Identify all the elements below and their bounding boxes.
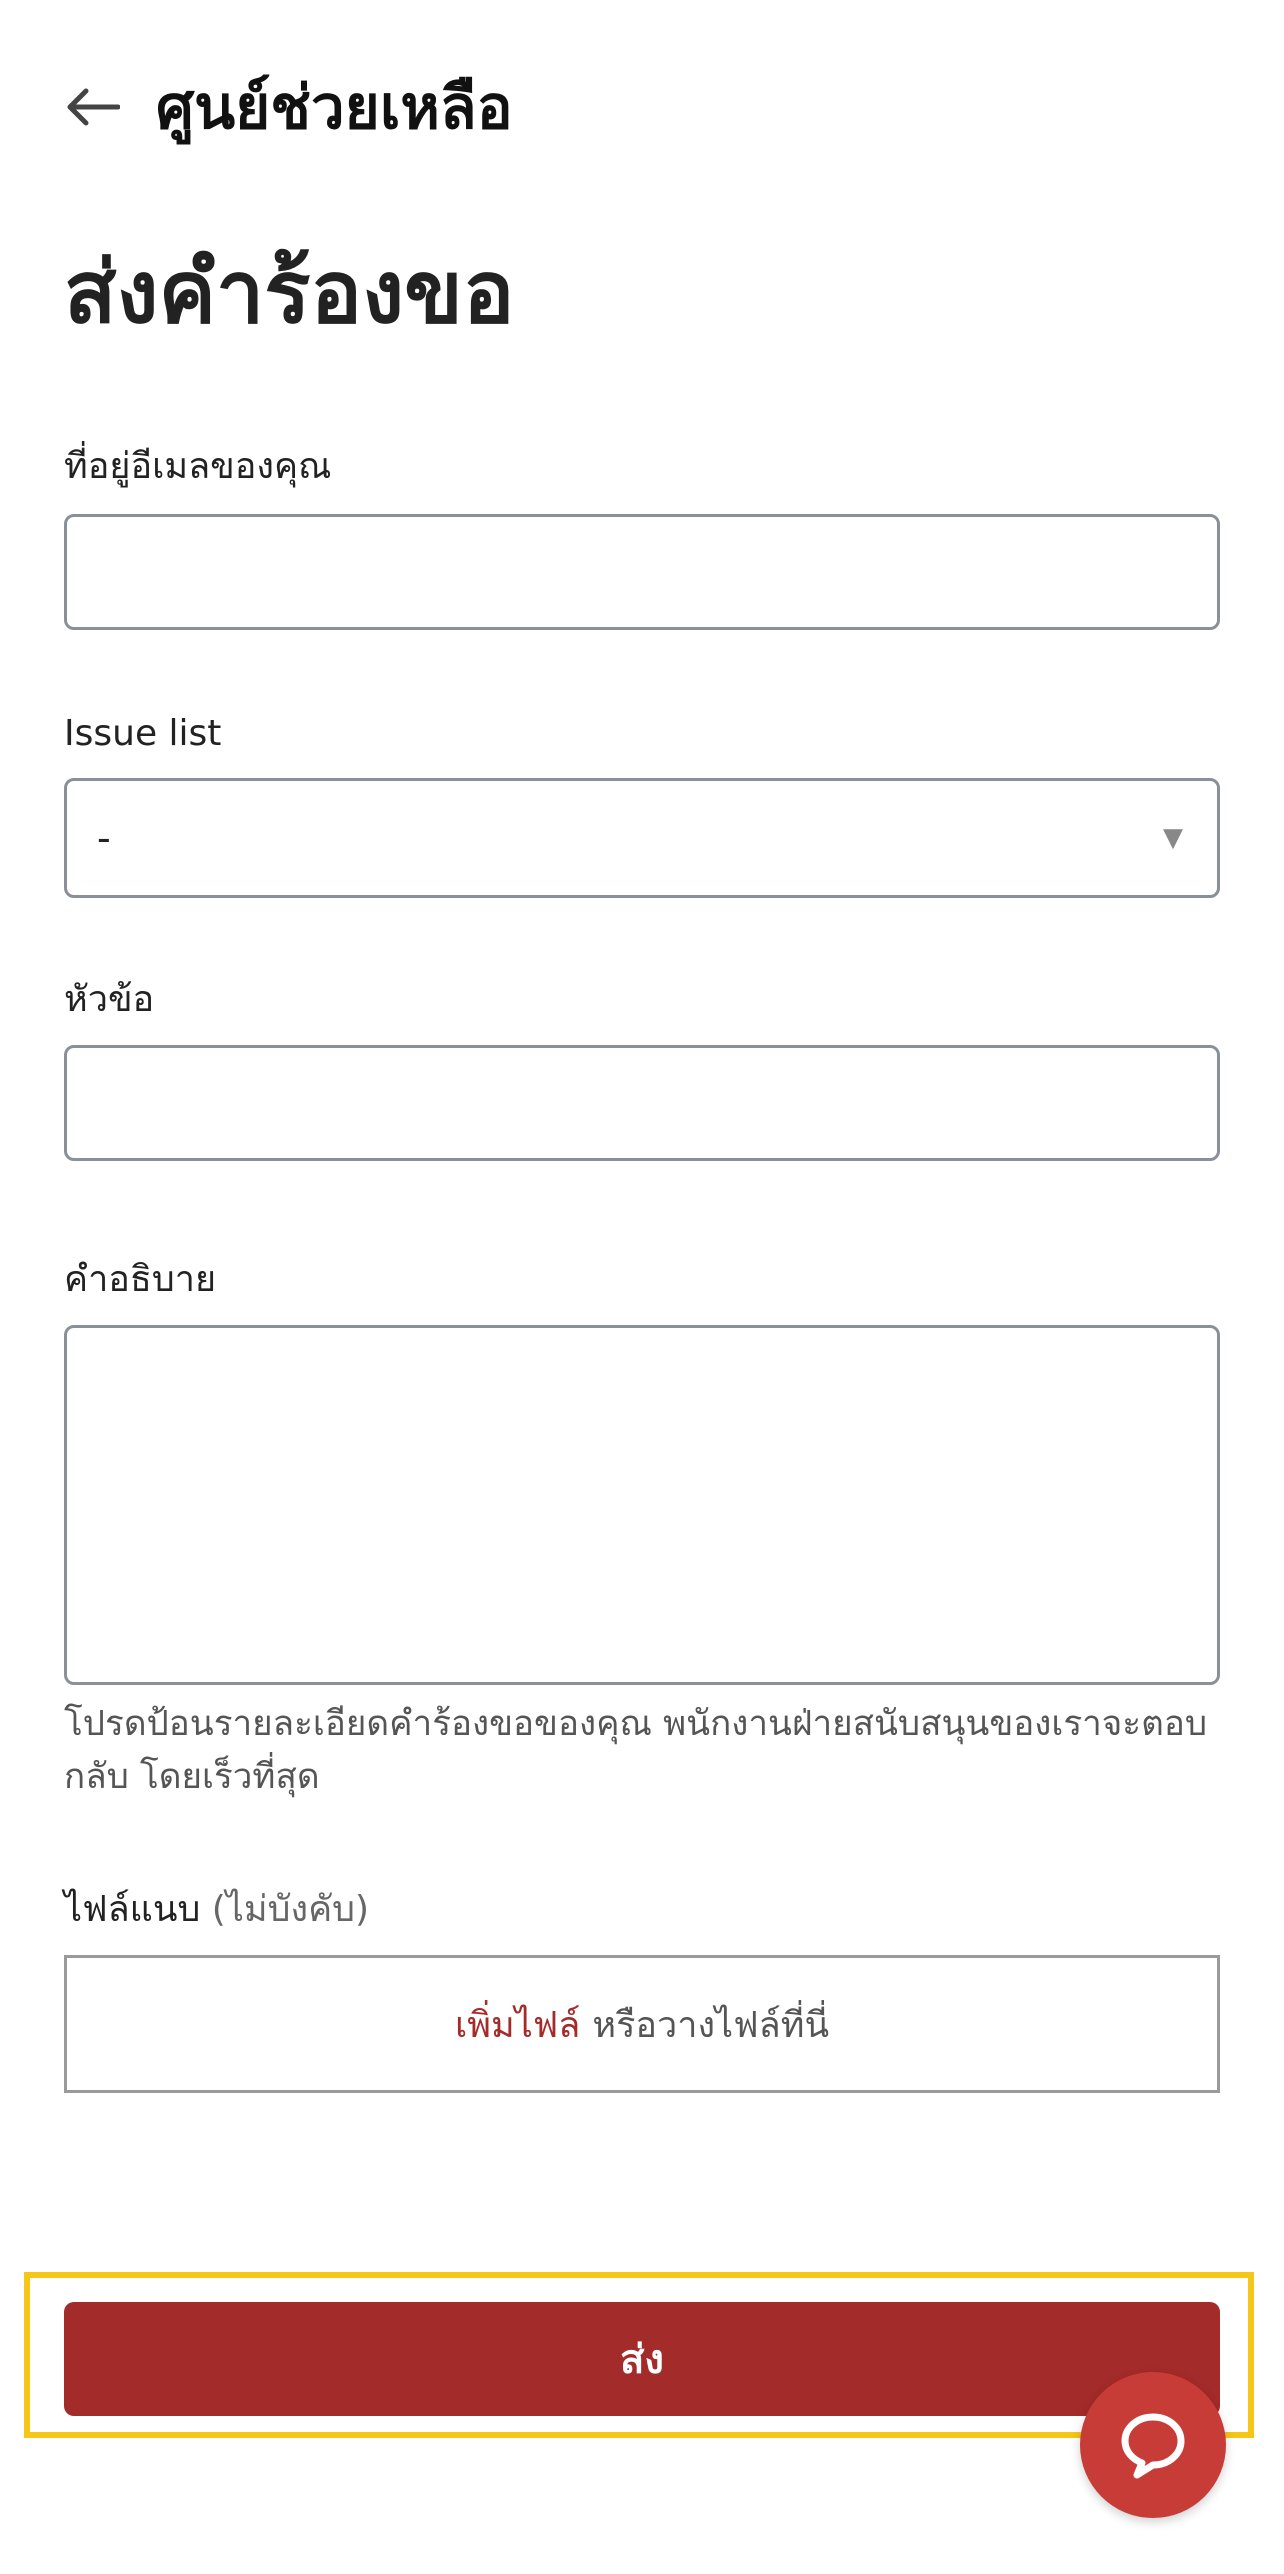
- issue-list-selected-value: -: [97, 816, 111, 860]
- attachments-label: [64, 1888, 369, 1931]
- page-title: ส่งคำร้องขอ: [64, 243, 515, 343]
- subject-label: หัวข้อ: [64, 979, 155, 1020]
- attachments-optional: (ไม่บังคับ): [211, 1889, 370, 1930]
- attachments-label-text: ไฟล์แนบ: [64, 1889, 201, 1930]
- description-label: คำอธิบาย: [64, 1259, 217, 1300]
- chat-button[interactable]: [1080, 2372, 1226, 2518]
- description-help-text: โปรดป้อนรายละเอียดคำร้องขอของคุณ พนักงานฝ่ายสนับสนุนของเราจะตอบกลับ โดยเร็วที่สุด: [64, 1704, 1208, 1797]
- add-file-link[interactable]: เพิ่มไฟล์: [454, 2004, 581, 2046]
- header-title: ศูนย์ช่วยเหลือ: [156, 72, 513, 143]
- subject-input[interactable]: [64, 1045, 1220, 1161]
- arrow-left-icon: [64, 87, 120, 127]
- back-button[interactable]: [64, 71, 136, 143]
- description-textarea[interactable]: [64, 1325, 1220, 1685]
- header: [64, 62, 513, 152]
- drop-file-text: หรือวางไฟล์ที่นี่: [592, 2004, 830, 2046]
- issue-list-select[interactable]: [64, 778, 1220, 898]
- chat-bubble-icon: [1115, 2407, 1191, 2483]
- file-dropzone[interactable]: [64, 1955, 1220, 2093]
- email-label: ที่อยู่อีเมลของคุณ: [64, 446, 332, 487]
- issue-list-label: Issue list: [64, 713, 222, 754]
- chevron-down-icon: ▼: [1163, 823, 1183, 853]
- submit-button[interactable]: ส่ง: [64, 2302, 1220, 2416]
- email-input[interactable]: [64, 514, 1220, 630]
